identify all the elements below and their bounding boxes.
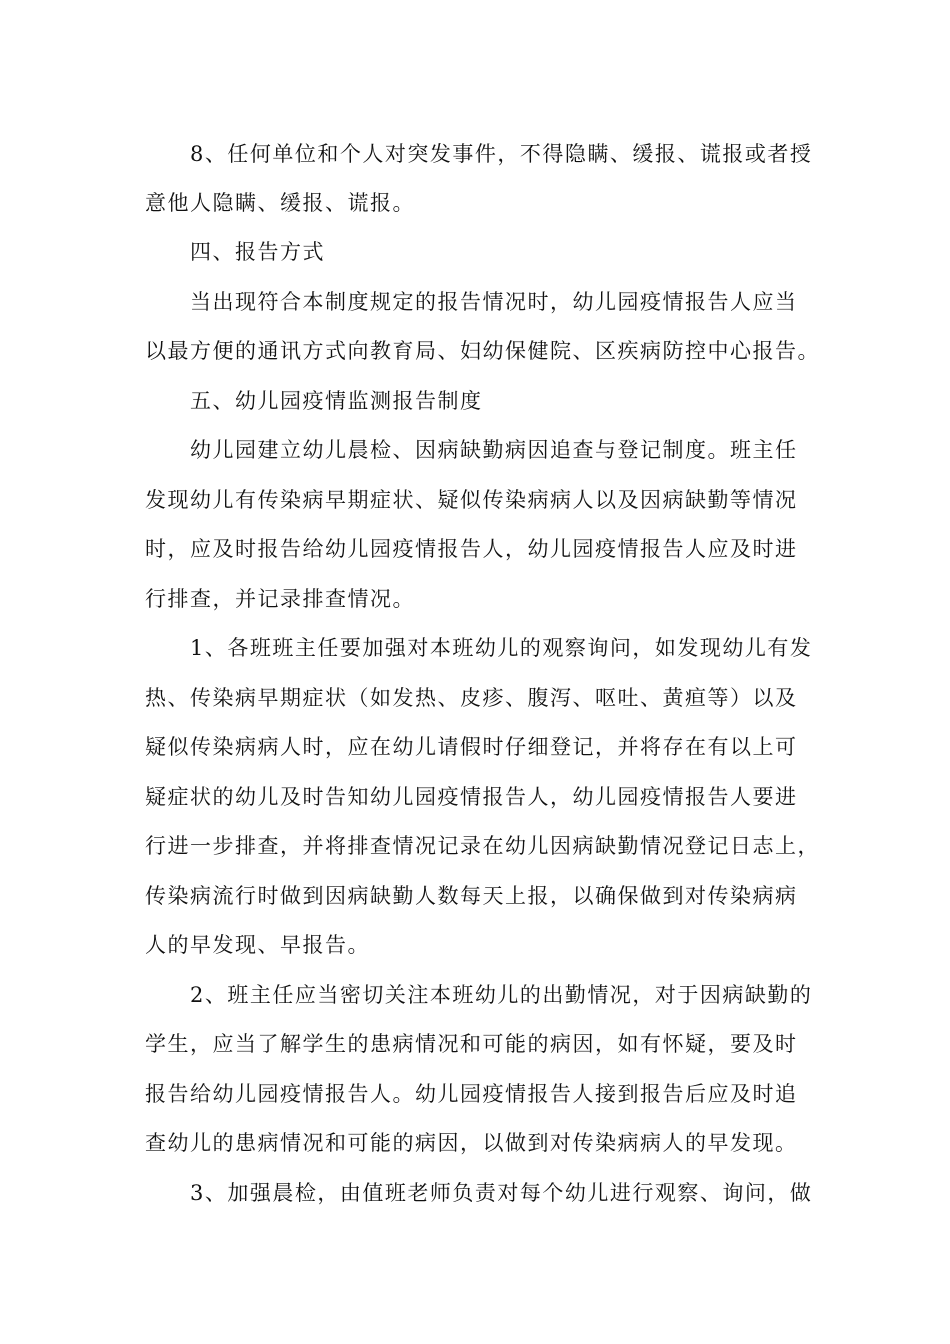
text-line: 意他人隐瞒、缓报、谎报。	[145, 191, 415, 215]
text-line: 热、传染病早期症状（如发热、皮疹、腹泻、呕吐、黄疸等）以及	[145, 686, 798, 710]
section-heading: 四、报告方式	[190, 240, 325, 264]
text-line: 报告给幼儿园疫情报告人。幼儿园疫情报告人接到报告后应及时追	[145, 1082, 798, 1106]
text-line: 学生，应当了解学生的患病情况和可能的病因，如有怀疑，要及时	[145, 1032, 798, 1056]
text-line: 时，应及时报告给幼儿园疫情报告人，幼儿园疫情报告人应及时进	[145, 537, 798, 561]
text-line: 发现幼儿有传染病早期症状、疑似传染病病人以及因病缺勤等情况	[145, 488, 798, 512]
text-line: 行排查，并记录排查情况。	[145, 587, 415, 611]
text-line: 以最方便的通讯方式向教育局、妇幼保健院、区疾病防控中心报告。	[145, 339, 820, 363]
text-line: 行进一步排查，并将排查情况记录在幼儿因病缺勤情况登记日志上，	[145, 834, 820, 858]
text-line: 疑似传染病病人时，应在幼儿请假时仔细登记，并将存在有以上可	[145, 735, 798, 759]
text-line: 当出现符合本制度规定的报告情况时，幼儿园疫情报告人应当	[190, 290, 798, 314]
text-line: 2、班主任应当密切关注本班幼儿的出勤情况，对于因病缺勤的	[190, 983, 813, 1007]
text-line: 查幼儿的患病情况和可能的病因，以做到对传染病病人的早发现。	[145, 1131, 798, 1155]
text-line: 疑症状的幼儿及时告知幼儿园疫情报告人，幼儿园疫情报告人要进	[145, 785, 798, 809]
text-line: 1、各班班主任要加强对本班幼儿的观察询问，如发现幼儿有发	[190, 636, 813, 660]
text-line: 传染病流行时做到因病缺勤人数每天上报，以确保做到对传染病病	[145, 884, 798, 908]
text-line: 幼儿园建立幼儿晨检、因病缺勤病因追查与登记制度。班主任	[190, 438, 798, 462]
text-line: 8、任何单位和个人对突发事件，不得隐瞒、缓报、谎报或者授	[190, 142, 813, 166]
section-heading: 五、幼儿园疫情监测报告制度	[190, 389, 483, 413]
text-line: 3、加强晨检，由值班老师负责对每个幼儿进行观察、询问，做	[190, 1181, 813, 1205]
text-line: 人的早发现、早报告。	[145, 933, 370, 957]
